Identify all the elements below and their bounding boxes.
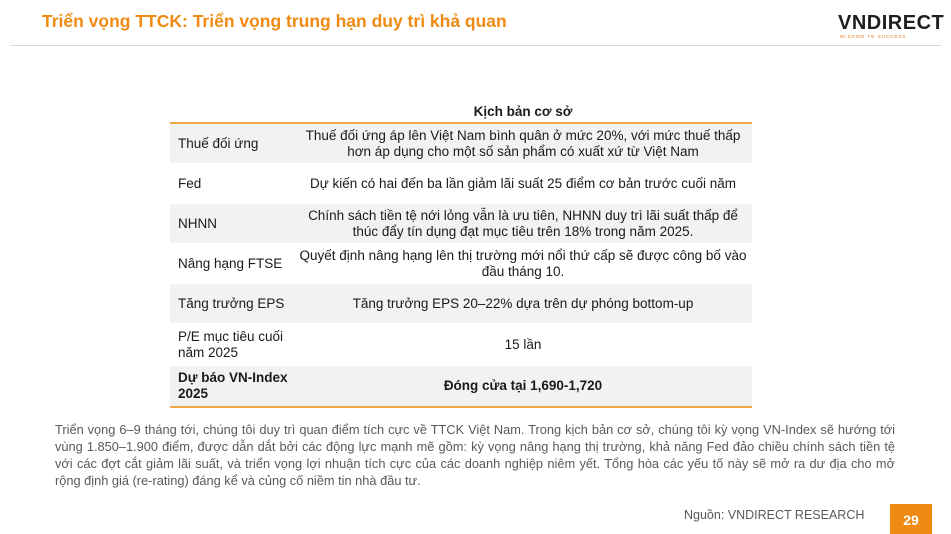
row-value: Dự kiến có hai đến ba lần giảm lãi suất 25 điểm cơ bản trước cuối năm [310,175,736,191]
row-value: Tăng trưởng EPS 20–22% dựa trên dự phóng bottom-up [352,295,694,311]
row-label: Nâng hạng FTSE [178,255,283,271]
row-value: Đóng cửa tại 1,690-1,720 [443,378,603,393]
row-value: Quyết định nâng hạng lên thị trường mới nổi thứ cấp sẽ được công bố vào đầu tháng 10. [299,247,747,279]
table-row [170,324,752,366]
row-value: Thuế đối ứng áp lên Việt Nam bình quân ở mức 20%, với mức thuế thấp hơn áp dụng cho một số sản phẩm có xuất xứ từ Việt Nam [305,127,741,159]
table-row [170,164,752,204]
table-row [170,124,752,164]
logo-wordmark: VNDIRECT [838,12,945,34]
row-label: Fed [178,175,202,191]
row-value: 15 lần [504,336,542,352]
page-number: 29 [890,504,932,534]
header-divider [10,45,941,46]
table-row [170,244,752,284]
vndirect-logo [838,12,945,43]
outlook-paragraph: Triển vọng 6–9 tháng tới, chúng tôi duy trì quan điểm tích cực về TTCK Việt Nam. Trong kịch bản cơ sở, chúng tôi kỳ vọng VN-Index sẽ hướng tới vùng 1.850–1.900 điểm, được dẫn dắt bởi các động lực mạnh mẽ gồm: kỳ vọng nâng hạng thị trường, khả năng Fed đảo chiều chính sách tiền tệ với các đợt cắt giảm lãi suất, và triển vọng lợi nhuận tích cực của các doanh nghiệp niêm yết. Tổng hòa các yếu tố này sẽ mở ra dư địa cho mở rộng định giá (re-rating) đáng kể và củng cố niềm tin nhà đầu tư. [55,422,895,488]
scenario-table [170,98,752,408]
page-title: Triển vọng TTCK: Triển vọng trung hạn duy trì khả quan [42,11,507,31]
row-label: Dự báo VN-Index 2025 [178,370,288,401]
row-value: Chính sách tiền tệ nới lỏng vẫn là ưu tiên, NHNN duy trì lãi suất thấp để thúc đẩy tín dụng đạt mục tiêu trên 18% trong năm 2025. [308,207,738,239]
table-row [170,204,752,244]
table-row-forecast [170,366,752,408]
row-label: NHNN [178,215,217,231]
row-label: P/E mục tiêu cuối năm 2025 [178,328,284,360]
row-label: Tăng trưởng EPS [178,295,285,311]
table-row [170,284,752,324]
row-label: Thuế đối ứng [178,135,259,151]
source-note: Nguồn: VNDIRECT RESEARCH [684,508,865,522]
logo-tagline: WISDOM TO SUCCESS [840,34,907,39]
table-column-header: Kịch bản cơ sở [170,98,752,124]
